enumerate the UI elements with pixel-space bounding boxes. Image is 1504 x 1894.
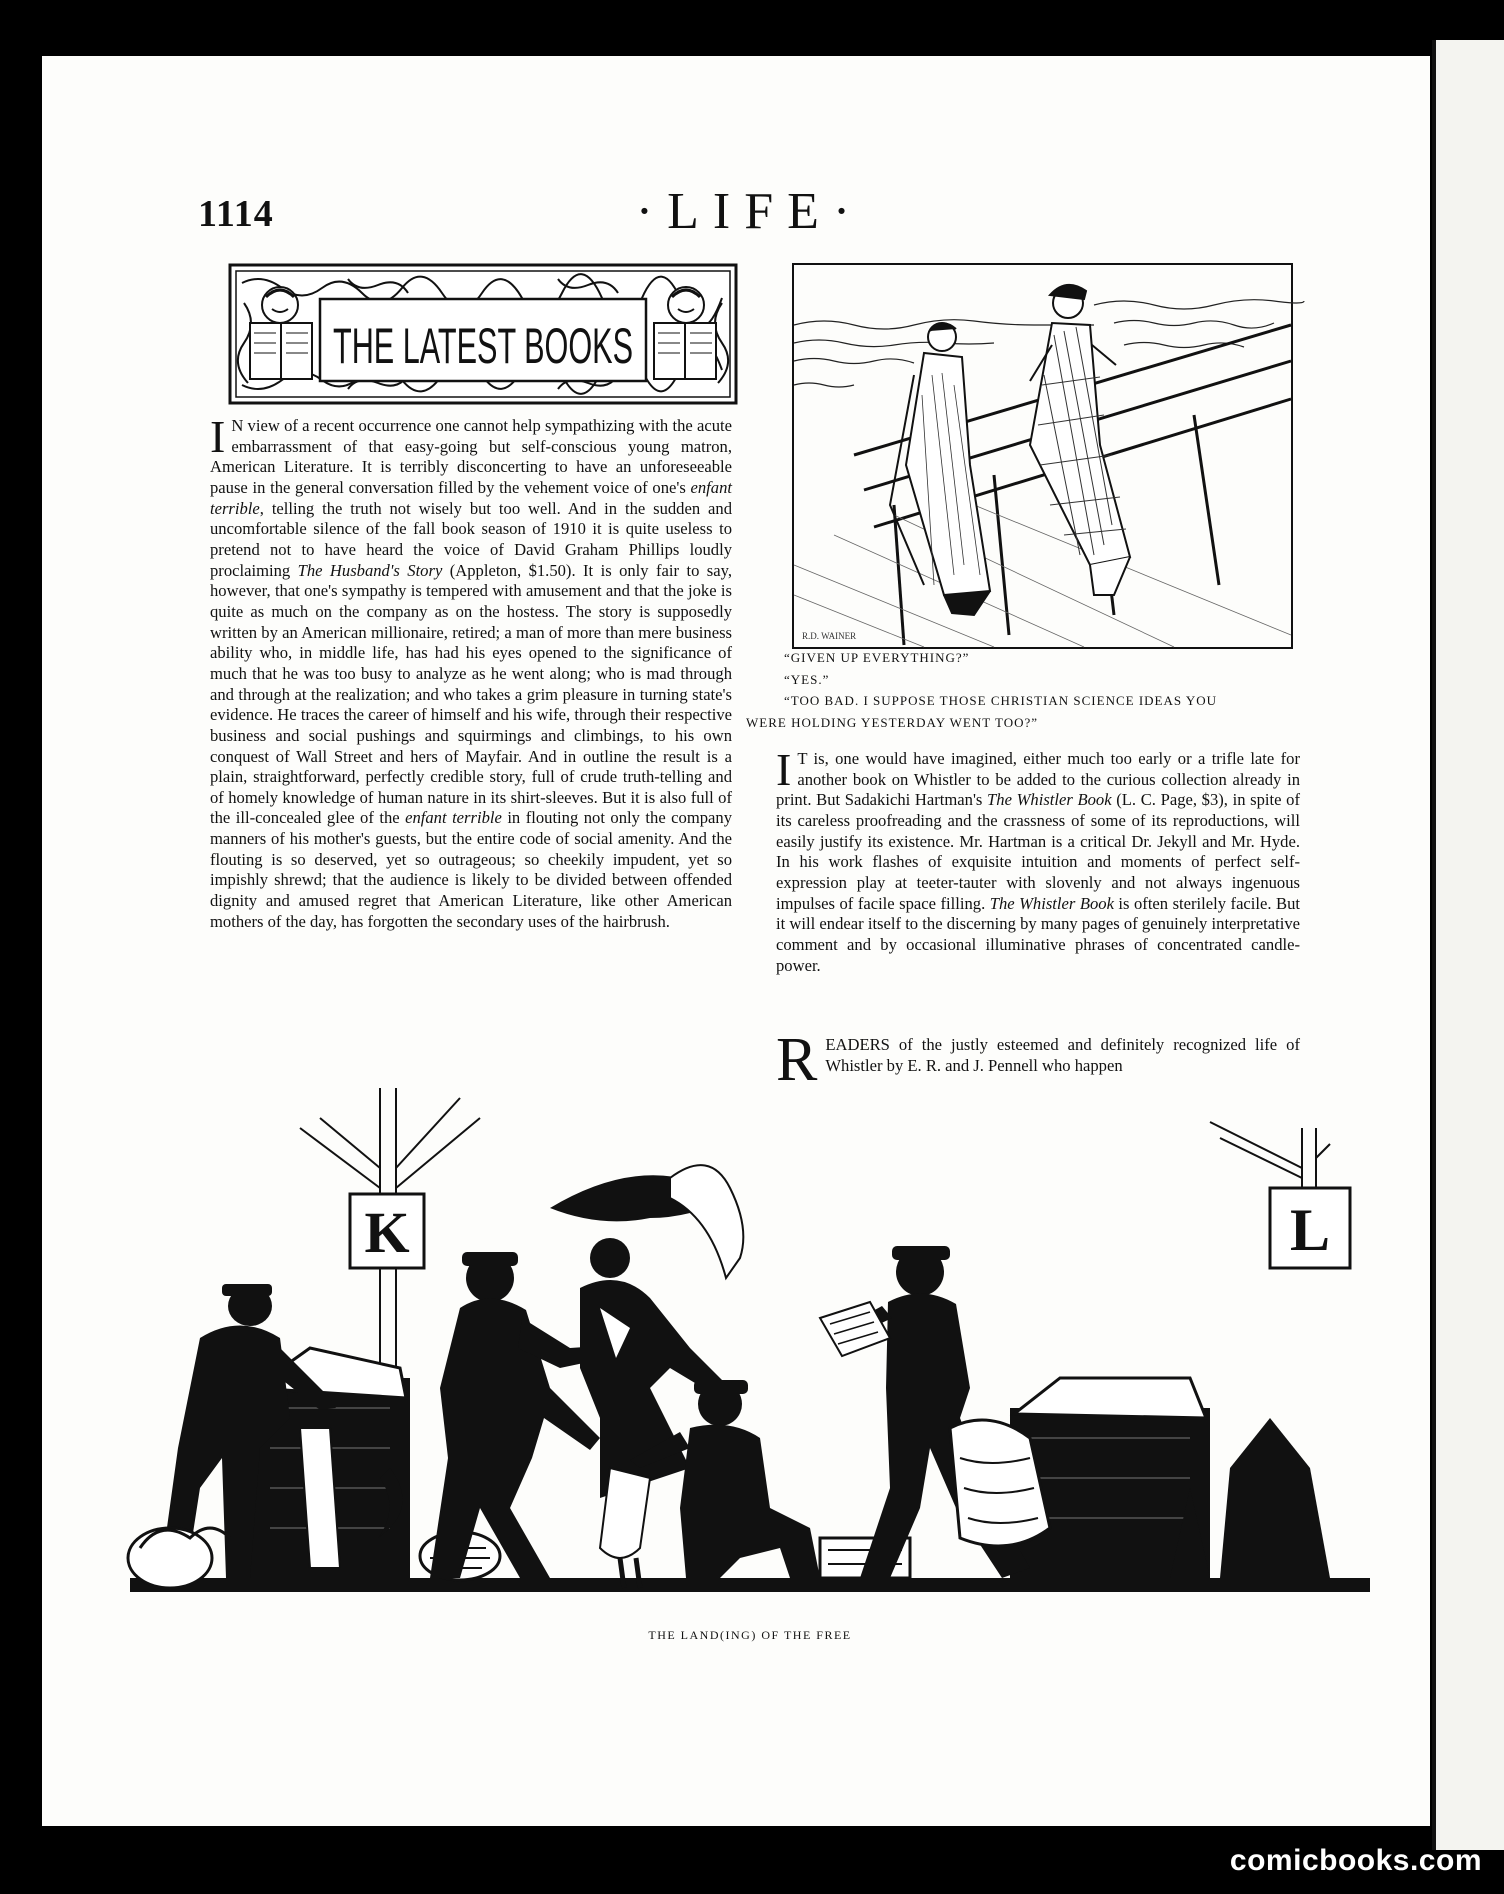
caption-line: “GIVEN UP EVERYTHING?” [784,650,970,665]
cartoon-caption [746,647,1306,733]
illustration-caption: THE LAND(ING) OF THE FREE [648,1628,852,1642]
caption-line: “TOO BAD. I SUPPOSE THOSE CHRISTIAN SCIENCE IDEAS YOU [784,693,1218,708]
watermark: comicbooks.com [1229,1844,1482,1877]
article-paragraph: I T is, one would have imagined, either much too early or a trifle late for another book on Whistler to be added to the curious collection already in print. But Sadakichi Hartman's The Whistler Book (L. C. Page, $3), in spite of its careless proofreading and the crassness of some of its reproductions, will easily justify its existence. Mr. Hartman is a critical Dr. Jekyll and Mr. Hyde. In his work flashes of exquisite intuition and moments of perfect self-expression play at teeter-tauter with slovenly and not always ingenuous impulses of facile space filling. The Whistler Book is often sterilely facile. But it will endear itself to the discerning by many pages of genuinely interpretative comment and by occasional illuminative phrases of concentrated candle-power. [776,744,1301,975]
sign-l [1270,1188,1350,1268]
ship-deck-cartoon [792,263,1293,649]
porter-center-silhouette [430,1252,600,1578]
cartoon-drawing [794,265,1291,647]
landing-silhouette-illustration [130,1088,1370,1608]
sign-k-letter: K [364,1200,410,1265]
cartoon-signature: R.D. WAINER [802,631,857,641]
sign-l-letter: L [1289,1197,1331,1263]
page-number: 1114 [198,193,274,235]
dropcap: R [776,1026,818,1094]
dropcap: I [210,411,226,462]
article-latest-books [210,411,732,932]
latest-books-banner [228,263,738,405]
next-page-edge [1432,40,1504,1850]
article-pennell-readers [776,1026,1300,1094]
figure-left-man [890,323,990,615]
dropcap: I [776,744,792,795]
ground-line [130,1578,1370,1592]
caption-line: “YES.” [784,671,830,687]
article-paragraph: I N view of a recent occurrence one cannot help sympathizing with the acute embarrassment of that easy-going but self-conscious young matron, American Literature. It is terribly disconcerting to have an unforeseeable pause in the general conversation filled by the vehement voice of one's enfant terrible, telling the truth not wisely but too well. And in the sudden and uncomfortable silence of the fall book season of 1910 it is quite useless to pretend not to have heard the voice of David Graham Phillips loudly proclaiming The Husband's Story (Appleton, $1.50). It is only fair to say, however, that one's sympathy is tempered with amusement and that the joke is quite as much on the company as on the hostess. The story is supposedly written by an American millionaire, retired; a man of more than mere business ability who, in middle life, has had his eyes opened to the significance of much that he was too busy to analyze as he went along; who is mad through and through at the realization; and who takes a grim pleasure in turning state's evidence. He traces the career of himself and his wife, through their respective business and social pushings and squirmings and climbings, to his own conquest of Wall Street and hers of Mayfair. And in outline the result is a plain, straightforward, perfectly credible story, full of crude truth-telling and of homely knowledge of human nature in its shirt-sleeves. But it is also full of the ill-concealed glee of the enfant terrible in flouting not only the company manners of his mother's guests, but the entire code of social amenity. And the flouting is so deserved, yet so outrageous; so cheekily impudent, yet so impishly shrewd; that the audience is likely to be divided between offended dignity and amused regret that American Literature, like other American mothers of the day, has forgotten the secondary uses of the hairbrush. [210,411,732,931]
masthead-title: ·LIFE· [635,183,865,240]
sign-k [350,1194,424,1268]
banner-title: THE LATEST BOOKS [333,318,633,374]
caption-line: WERE HOLDING YESTERDAY WENT TOO?” [746,714,1039,730]
article-whistler-book [776,744,1301,976]
article-paragraph: READERS of the justly esteemed and definitely recognized life of Whistler by E. R. and J. Pennell who happen [776,1026,1300,1094]
